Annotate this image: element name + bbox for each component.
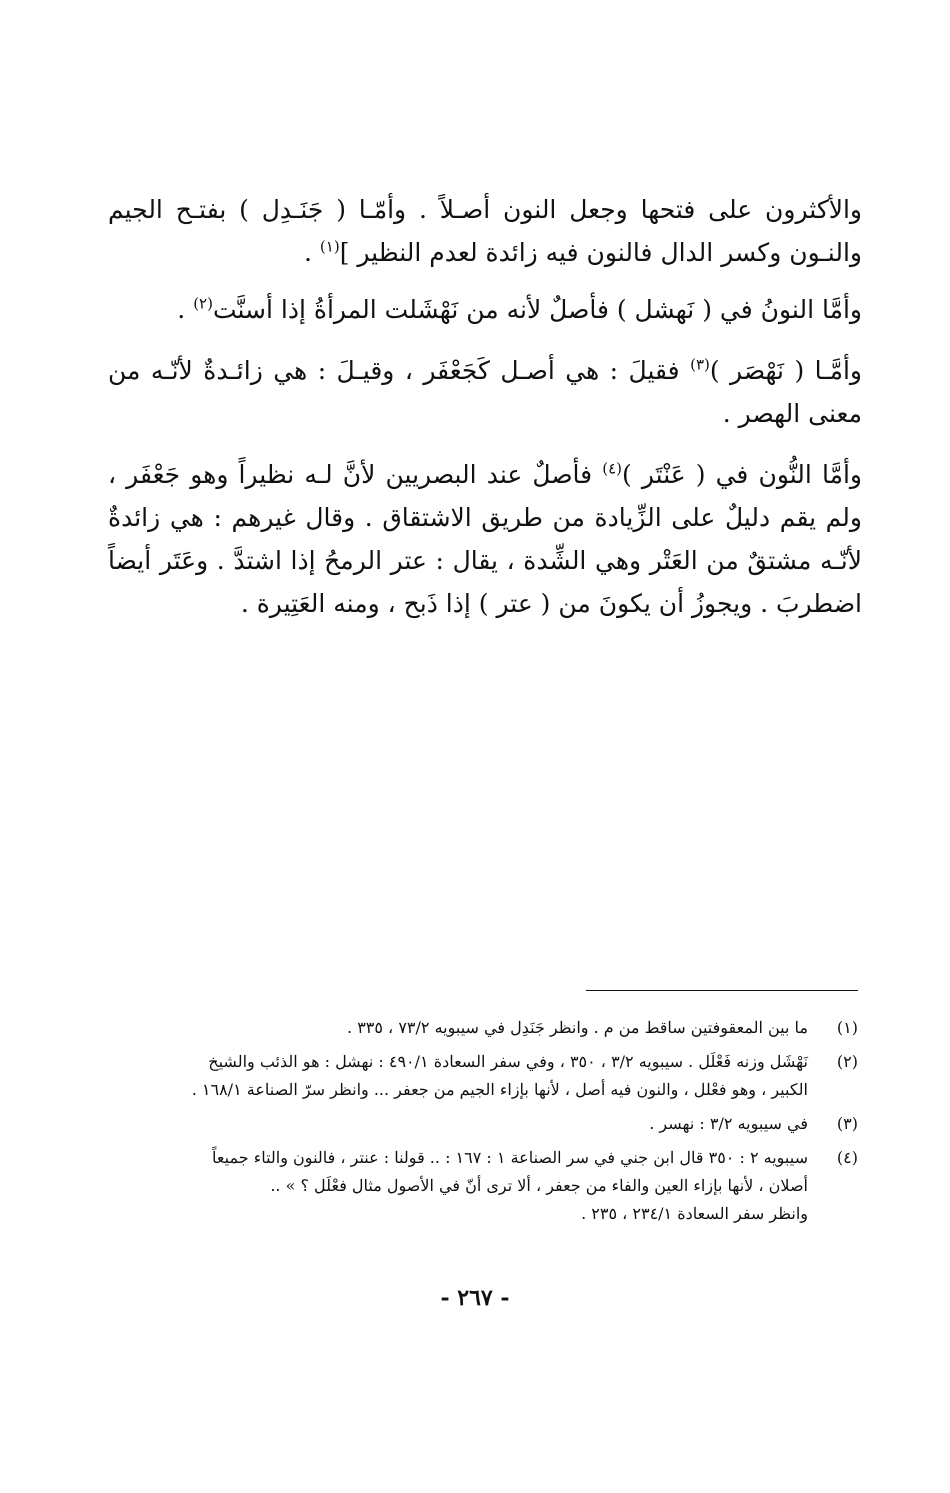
- footnote-line: نَهْشَل وزنه فَعْلَل . سيبويه ٣/٢ ، ٣٥٠ ، وفي سفر السعادة ٤٩٠/١ : نهشل : هو الذئب والشيخ: [208, 1052, 808, 1071]
- footnote-line: ما بين المعقوفتين ساقط من م . وانظر جَنَدِل في سيبويه ٧٣/٢ ، ٣٣٥ .: [347, 1018, 808, 1037]
- paragraph-text: والأكثرون على فتحها وجعل النون أصـلاً . وأمّـا ( جَنَـدِل ) بفتـح الجيم والنـون وكسر الدال فالنون فيه زائدة لعدم النظير ]: [108, 195, 862, 267]
- paragraph-tail: .: [177, 295, 194, 324]
- footnote-text: [108, 1048, 808, 1104]
- footnote-line: في سيبويه ٣/٢ : نهسر .: [649, 1114, 808, 1133]
- footnote-number: (٣): [836, 1114, 858, 1133]
- paragraph-tail: فأصلٌ عند البصريين لأنَّ لـه نظيراً وهو جَعْفَر ، ولم يقم دليلٌ على الزِّيادة من طريق الاشتقاق . وقال غيرهم : هي زائدةٌ لأنّـه مشتقٌ من العَتْر وهي الشِّدة ، يقال : عتر الرمحُ إذا اشتدَّ . وعَتَر أيضاً اضطربَ . ويجوزُ أن يكونَ من ( عتر ) إذا ذَبح ، ومنه العَتِيرة .: [108, 460, 862, 618]
- paragraph-4: [108, 453, 862, 625]
- footnote-number: (٢): [836, 1052, 858, 1071]
- paragraph-tail: فقيلَ : هي أصـل كَجَعْفَر ، وقيـلَ : هي زائـدةٌ لأنّـه من معنى الهصر .: [108, 356, 862, 428]
- paragraph-1: [108, 188, 862, 274]
- paragraph-3: [108, 349, 862, 435]
- paragraph-tail: .: [304, 238, 320, 267]
- paragraph-text: وأمَّا النُّون في ( عَنْتَر ): [622, 460, 862, 489]
- footnote-line: الكبير ، وهو فعْلل ، والنون فيه أصل ، لأنها بإزاء الجيم من جعفر ... وانظر سرّ الصناعة ١٦٨/١ .: [191, 1080, 808, 1099]
- main-text: [108, 188, 862, 643]
- footnote-line: سيبويه ٢ : ٣٥٠ قال ابن جني في سر الصناعة ١ : ١٦٧ : .. قولنا : عنتر ، فالنون والتاء جميعاً: [212, 1148, 808, 1167]
- footnote-ref: (٤): [602, 459, 622, 478]
- footnote-2: [108, 1048, 858, 1104]
- footnote-ref: (١): [319, 237, 340, 256]
- footnote-4: [108, 1144, 858, 1228]
- footnote-line: أصلان ، لأنها بإزاء العين والفاء من جعفر ، ألا ترى أنّ في الأصول مثال فعْلَل ؟ » ..: [270, 1176, 808, 1195]
- footnote-3: [108, 1110, 858, 1138]
- footnote-number: (٤): [836, 1148, 858, 1167]
- footnote-number: (١): [836, 1018, 858, 1037]
- footnote-line: وانظر سفر السعادة ٢٣٤/١ ، ٢٣٥ .: [581, 1204, 808, 1223]
- footnote-text: [108, 1110, 808, 1138]
- footnote-ref: (٣): [690, 355, 710, 374]
- footnote-1: [108, 1014, 858, 1042]
- footnote-separator: [586, 990, 858, 991]
- footnote-text: [108, 1014, 808, 1042]
- paragraph-2: [108, 288, 862, 331]
- page-number: - ٢٦٧ -: [440, 1285, 510, 1311]
- paragraph-text: وأمَّا النونُ في ( نَهشل ) فأصلٌ لأنه من نَهْشَلت المرأةُ إذا أسنَّت: [212, 295, 862, 324]
- footnote-ref: (٢): [193, 294, 213, 313]
- paragraph-text: وأمَّـا ( نَهْصَر ): [709, 356, 863, 385]
- footnotes: [108, 1014, 858, 1234]
- footnote-text: [108, 1144, 808, 1228]
